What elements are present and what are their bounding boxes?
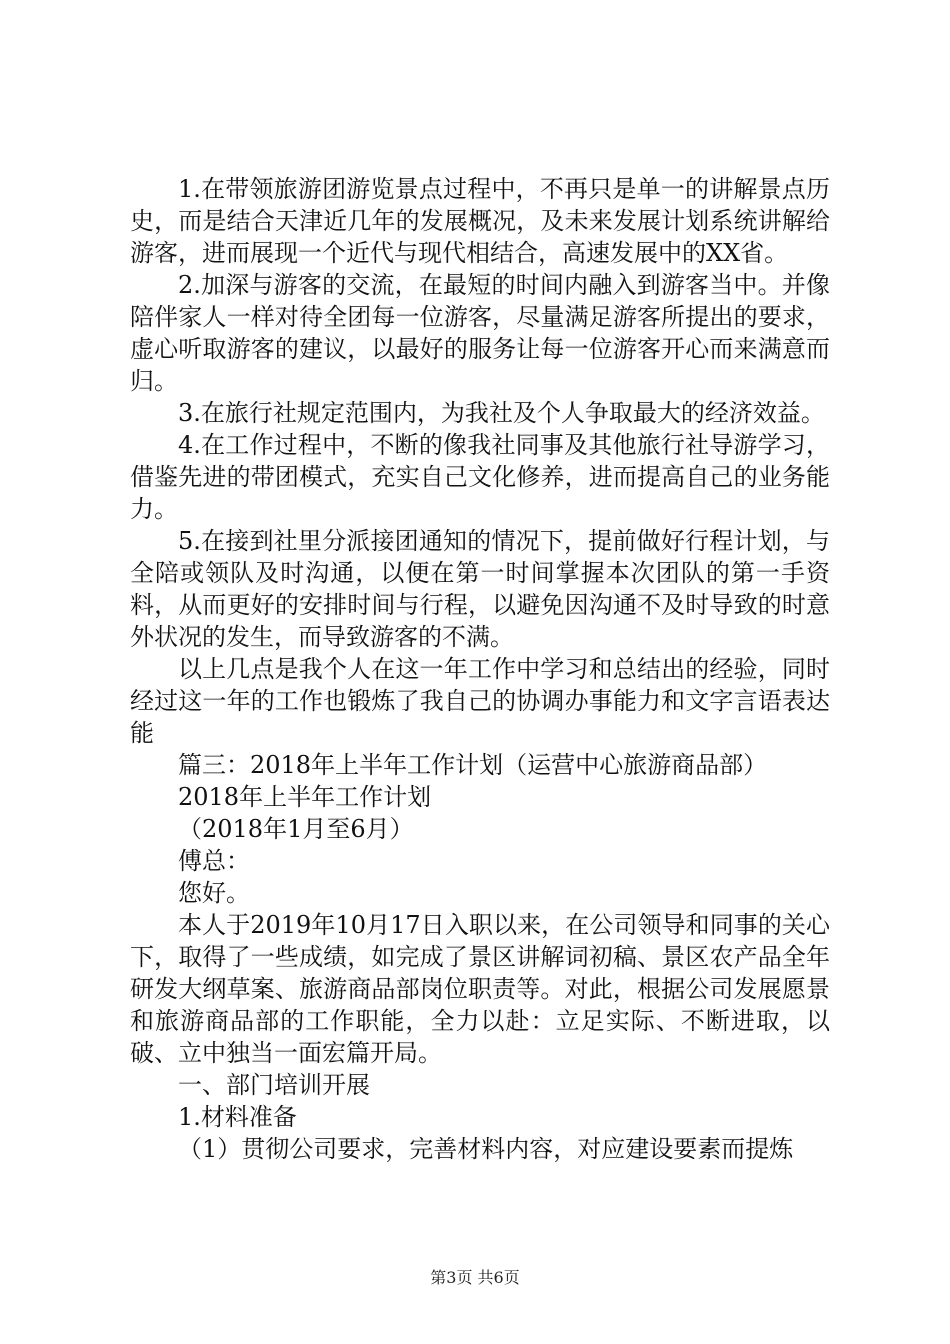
summary-paragraph: 以上几点是我个人在这一年工作中学习和总结出的经验，同时经过这一年的工作也锻炼了我自己的协调办事能力和文字言语表达能: [130, 655, 830, 747]
subsection-heading: 一、部门培训开展: [178, 1071, 370, 1099]
intro-paragraph: 本人于2019年10月17日入职以来，在公司领导和同事的关心下，取得了一些成绩，如完成了景区讲解词初稿、景区农产品全年研发大纲草案、旅游商品部岗位职责等。对此，根据公司发展愿景和旅游商品部的工作职能，全力以赴：立足实际、不断进取，以破、立中独当一面宏篇开局。: [130, 911, 830, 1067]
paragraph-item-5: 5.在接到社里分派接团通知的情况下，提前做好行程计划，与全陪或领队及时沟通，以便在第一时间掌握本次团队的第一手资料，从而更好的安排时间与行程，以避免因沟通不及时导致的时意外状况的发生，而导致游客的不满。: [130, 527, 830, 651]
greeting: 您好。: [178, 879, 250, 907]
paragraph-item-4: 4.在工作过程中，不断的像我社同事及其他旅行社导游学习，借鉴先进的带团模式，充实自己文化修养，进而提高自己的业务能力。: [130, 431, 830, 523]
plan-title: 2018年上半年工作计划: [178, 783, 432, 811]
page-number-footer: 第3页 共6页: [430, 1268, 520, 1287]
section-heading: 篇三：2018年上半年工作计划（运营中心旅游商品部）: [178, 751, 768, 779]
plan-period: （2018年1月至6月）: [178, 815, 414, 843]
salutation: 傅总：: [178, 847, 250, 875]
document-body: [130, 173, 830, 1165]
paragraph-item-3: 3.在旅行社规定范围内，为我社及个人争取最大的经济效益。: [178, 399, 825, 427]
sub-item-heading: 1.材料准备: [178, 1103, 297, 1131]
paragraph-item-1: 1.在带领旅游团游览景点过程中，不再只是单一的讲解景点历史，而是结合天津近几年的发展概况，及未来发展计划系统讲解给游客，进而展现一个近代与现代相结合，高速发展中的XX省。: [130, 175, 830, 267]
sub-item-text: （1）贯彻公司要求，完善材料内容，对应建设要素而提炼: [178, 1135, 794, 1163]
paragraph-item-2: 2.加深与游客的交流，在最短的时间内融入到游客当中。并像陪伴家人一样对待全团每一位游客，尽量满足游客所提出的要求，虚心听取游客的建议，以最好的服务让每一位游客开心而来满意而归。: [130, 271, 830, 395]
